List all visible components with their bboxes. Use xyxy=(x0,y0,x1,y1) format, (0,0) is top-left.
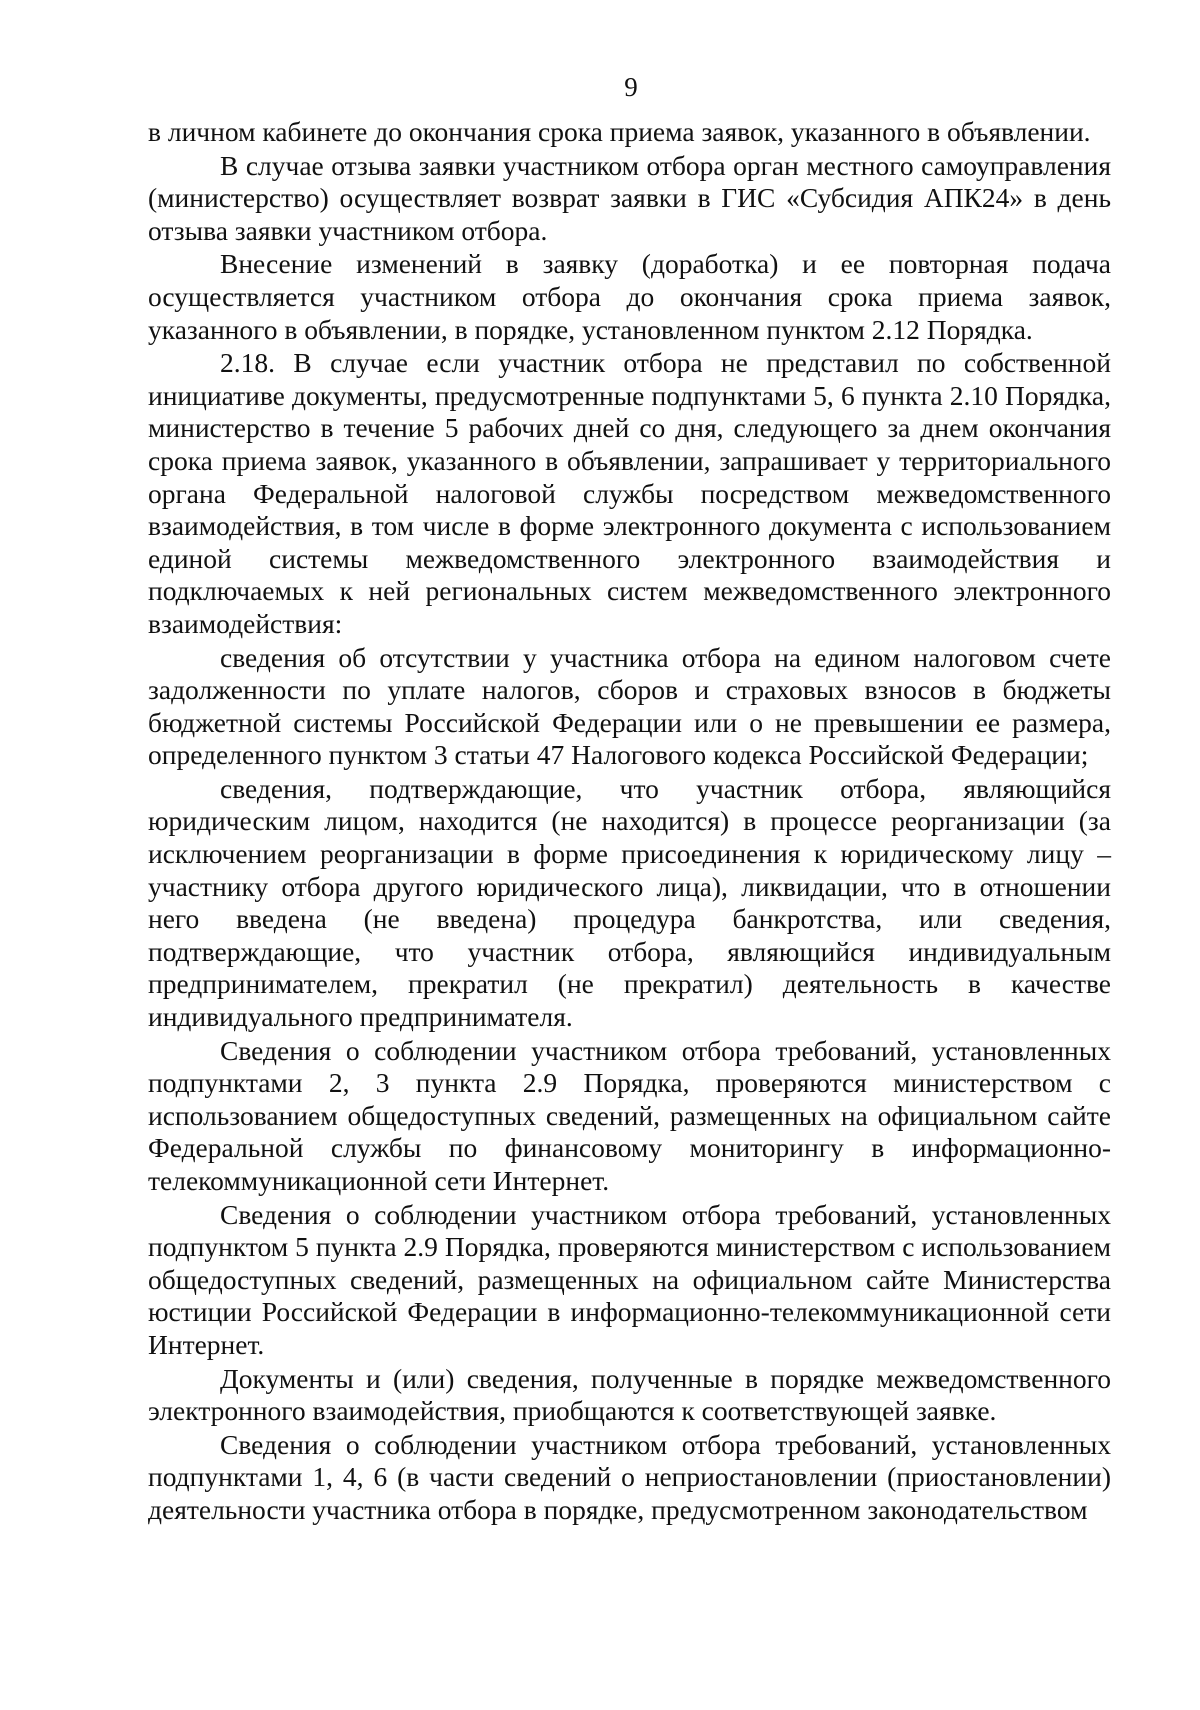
paragraph-clause-2-18: 2.18. В случае если участник отбора не представил по собственной инициативе документы, предусмотренные подпунктами 5, 6 пункта 2.10 Порядка, министерство в течение 5 рабочих дней со дня, следующего за днем окончания срока приема заявок, указанного в объявлении, запрашивает у территориального органа Федеральной налоговой службы посредством межведомственного взаимодействия, в том числе в форме электронного документа с использованием единой системы межведомственного электронного взаимодействия и подключаемых к ней региональных систем межведомственного электронного взаимодействия: xyxy=(148,347,1111,639)
document-body xyxy=(148,116,1111,1528)
paragraph-application-changes: Внесение изменений в заявку (доработка) и ее повторная подача осуществляется участником отбора до окончания срока приема заявок, указанного в объявлении, в порядке, установленном пунктом 2.12 Порядка. xyxy=(148,248,1111,345)
paragraph-requirements-continuation: Сведения о соблюдении участником отбора требований, установленных подпунктами 1, 4, 6 (в части сведений о неприостановлении (приостановлении) деятельности участника отбора в порядке, предусмотренном законодательством xyxy=(148,1428,1111,1525)
paragraph-justice-ministry-check: Сведения о соблюдении участником отбора требований, установленных подпунктом 5 пункта 2.9 Порядка, проверяются министерством с использованием общедоступных сведений, размещенных на официальном сайте Министерства юстиции Российской Федерации в информационно-телекоммуникационной сети Интернет. xyxy=(148,1198,1111,1360)
paragraph-financial-monitoring-check: Сведения о соблюдении участником отбора требований, установленных подпунктами 2, 3 пункта 2.9 Порядка, проверяются министерством с использованием общедоступных сведений, размещенных на официальном сайте Федеральной службы по финансовому мониторингу в информационно-телекоммуникационной сети Интернет. xyxy=(148,1034,1111,1196)
paragraph-tax-debt-info: сведения об отсутствии у участника отбора на едином налоговом счете задолженности по уплате налогов, сборов и страховых взносов в бюджеты бюджетной системы Российской Федерации или о не превышении ее размера, определенного пунктом 3 статьи 47 Налогового кодекса Российской Федерации; xyxy=(148,641,1111,771)
paragraph-reorganization-info: сведения, подтверждающие, что участник отбора, являющийся юридическим лицом, находится (не находится) в процессе реорганизации (за исключением реорганизации в форме присоединения к юридическому лицу – участнику отбора другого юридического лица), ликвидации, что в отношении него введена (не введена) процедура банкротства, или сведения, подтверждающие, что участник отбора, являющийся индивидуальным предпринимателем, прекратил (не прекратил) деятельность в качестве индивидуального предпринимателя. xyxy=(148,772,1111,1033)
paragraph-documents-attached: Документы и (или) сведения, полученные в порядке межведомственного электронного взаимодействия, приобщаются к соответствующей заявке. xyxy=(148,1362,1111,1427)
paragraph-application-withdrawal: В случае отзыва заявки участником отбора орган местного самоуправления (министерство) осуществляет возврат заявки в ГИС «Субсидия АПК24» в день отзыва заявки участником отбора. xyxy=(148,149,1111,246)
page-number: 9 xyxy=(624,72,638,102)
paragraph-continuation: в личном кабинете до окончания срока приема заявок, указанного в объявлении. xyxy=(148,116,1091,147)
